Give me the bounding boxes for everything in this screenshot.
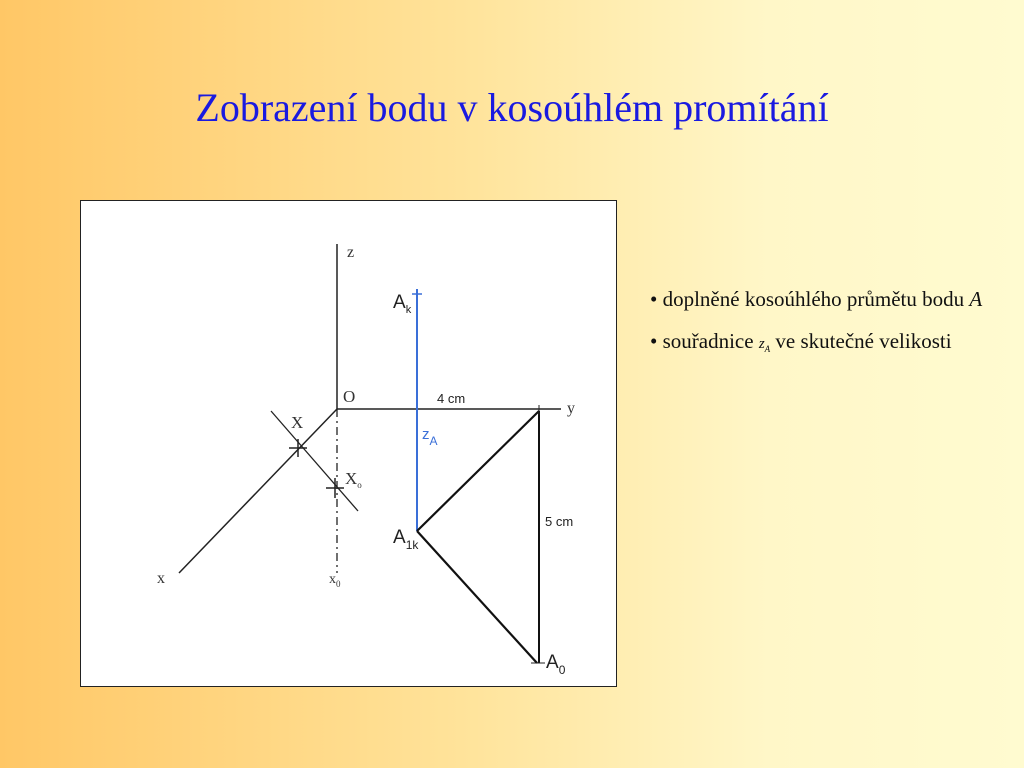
origin-label: O bbox=[343, 387, 356, 406]
a1k-to-y-line bbox=[417, 411, 539, 531]
diagram-panel bbox=[80, 200, 617, 687]
bullet-list bbox=[650, 285, 990, 370]
y-axis-label: y bbox=[567, 400, 575, 417]
slide-title: Zobrazení bodu v kosoúhlém promítání bbox=[195, 85, 829, 130]
za-label: $z_A$ bbox=[422, 426, 438, 448]
point-ak-label: $A_k$ bbox=[393, 292, 412, 316]
point-x0-marker bbox=[326, 478, 344, 498]
dimension-5cm-label: 5 cm bbox=[545, 514, 574, 529]
a1k-to-a0-line bbox=[417, 531, 537, 663]
x-axis bbox=[179, 409, 337, 573]
point-a0-label: $A_0$ bbox=[546, 652, 566, 677]
bullet-item-2: • souřadnice $z_A$ ve skutečné velikosti bbox=[650, 329, 952, 355]
point-x-label: X bbox=[291, 413, 304, 432]
za-italic: $z_A$ bbox=[758, 336, 771, 355]
point-x-marker bbox=[289, 439, 307, 457]
point-a1k-label: $A_{1k}$ bbox=[393, 527, 419, 552]
point-x0-label: $X_o$ bbox=[345, 469, 362, 490]
oblique-projection-diagram bbox=[81, 201, 616, 686]
bullet-item-1: • doplněné kosoúhlého průmětu bodu A bbox=[650, 287, 983, 311]
dimension-4cm-label: 4 cm bbox=[437, 391, 466, 406]
x0-axis-label: $x_0$ bbox=[329, 572, 341, 589]
x-to-x0-line bbox=[271, 411, 358, 511]
z-axis-label: z bbox=[347, 244, 355, 261]
x-axis-label: x bbox=[157, 570, 165, 587]
